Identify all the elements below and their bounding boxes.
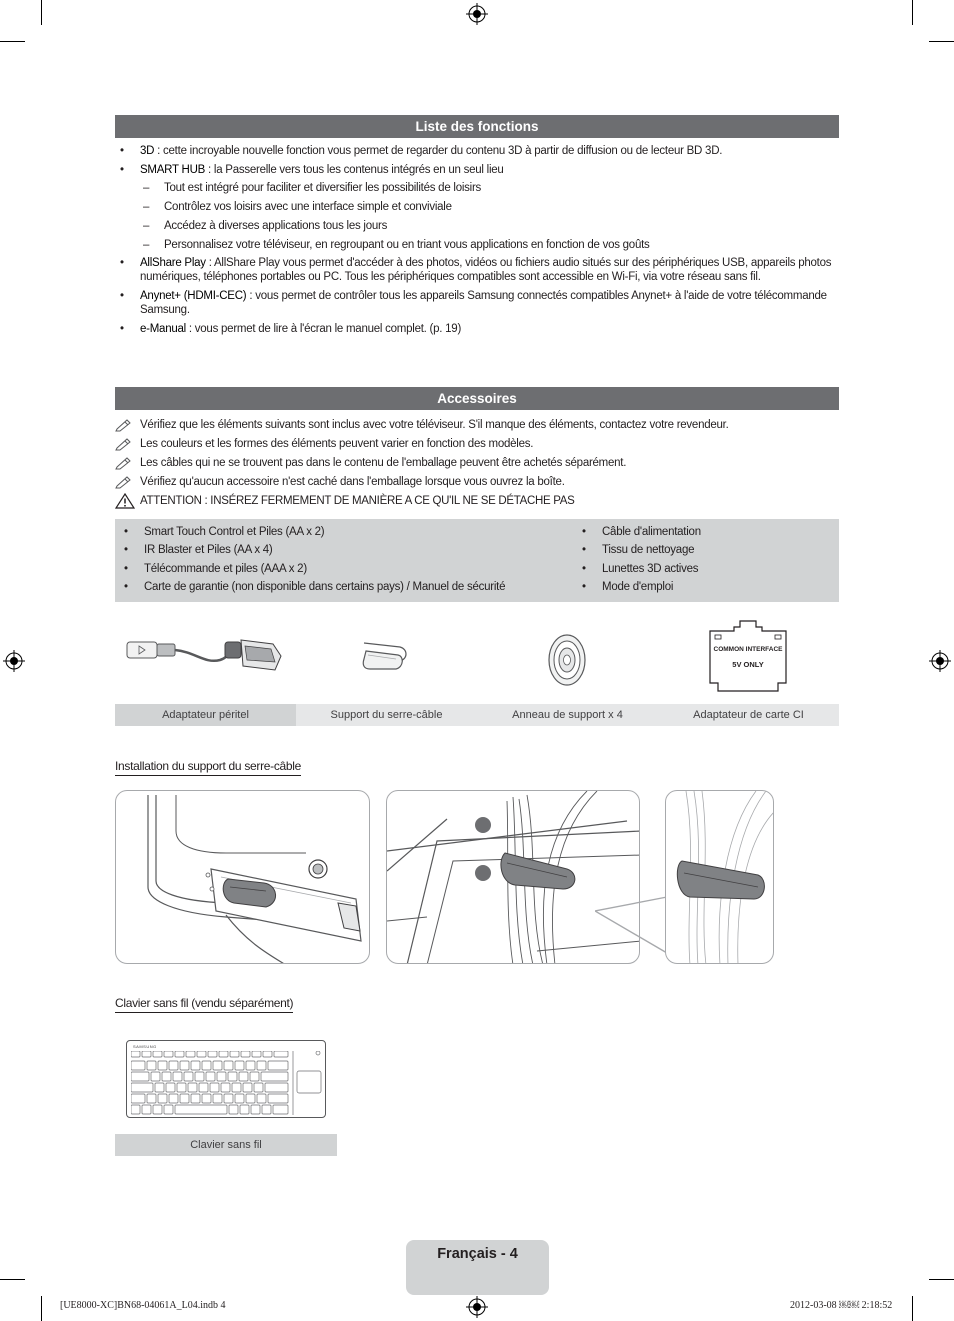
registration-mark-icon — [466, 1296, 488, 1318]
list-item: • Mode d'emploi — [573, 580, 833, 594]
tv-back-drawing — [116, 791, 370, 964]
scart-adapter-illustration — [125, 632, 285, 682]
crop-mark — [41, 0, 42, 25]
note-pencil-icon — [115, 418, 133, 432]
crop-mark — [929, 1279, 954, 1280]
cable-holder-detail-drawing — [666, 791, 774, 964]
crop-mark — [912, 0, 913, 25]
keyboard-title: Clavier sans fil (vendu séparément) — [115, 996, 293, 1013]
caption-cable-holder-support: Support du serre-câble — [296, 704, 477, 726]
ci-label-5v-only: 5V ONLY — [732, 660, 764, 669]
list-subitem: – Accédez à diverses applications tous les jours — [115, 219, 839, 233]
note-item: Les couleurs et les formes des éléments peuvent varier en fonction des modèles. — [115, 437, 839, 451]
ci-card-outline — [708, 619, 788, 693]
cable-holder-support-illustration — [360, 637, 412, 677]
note-item: Vérifiez qu'aucun accessoire n'est caché dans l'emballage lorsque vous ouvrez la boîte. — [115, 475, 839, 489]
crop-mark — [41, 1296, 42, 1321]
cable-holder-title: Installation du support du serre-câble — [115, 759, 301, 776]
crop-mark — [912, 1296, 913, 1321]
footer-file-info: [UE8000-XC]BN68-04061A_L04.indb 4 — [60, 1300, 226, 1311]
note-pencil-icon — [115, 437, 133, 451]
features-list — [115, 144, 839, 340]
list-item: • Tissu de nettoyage — [573, 543, 833, 557]
footer-timestamp: 2012-03-08 ￼￼ 2:18:52 — [790, 1300, 893, 1311]
note-pencil-icon — [115, 475, 133, 489]
list-item: • Télécommande et piles (AAA x 2) — [115, 562, 575, 576]
note-pencil-icon — [115, 456, 133, 470]
list-item: • Anynet+ (HDMI-CEC) : vous permet de contrôler tous les appareils Samsung connectés compatibles Anynet+ à l'aide de votre télécommande Samsung. — [115, 289, 839, 317]
warning-line: ATTENTION : INSÉREZ FERMEMENT DE MANIÈRE A CE QU'IL NE SE DÉTACHE PAS — [115, 494, 839, 508]
list-item: • Carte de garantie (non disponible dans certains pays) / Manuel de sécurité — [115, 580, 575, 594]
accessories-notes — [115, 418, 839, 508]
list-item: • e-Manual : vous permet de lire à l'écran le manuel complet. (p. 19) — [115, 322, 839, 336]
note-item: Les câbles qui ne se trouvent pas dans le contenu de l'emballage peuvent être achetés séparément. — [115, 456, 839, 470]
zoom-callout-lines — [595, 895, 670, 955]
features-header: Liste des fonctions — [115, 115, 839, 138]
accessories-list-left — [115, 525, 575, 598]
page-number-tab: Français - 4 — [406, 1240, 549, 1295]
keyboard-caption: Clavier sans fil — [115, 1134, 337, 1156]
list-item: • IR Blaster et Piles (AA x 4) — [115, 543, 575, 557]
registration-mark-icon — [3, 650, 25, 672]
ci-card-adapter-illustration — [708, 619, 788, 693]
list-item: • Câble d'alimentation — [573, 525, 833, 539]
wireless-keyboard-illustration — [126, 1040, 326, 1118]
warning-triangle-icon — [115, 493, 135, 509]
crop-mark — [0, 41, 25, 42]
note-item: Vérifiez que les éléments suivants sont inclus avec votre téléviseur. S'il manque des éléments, contactez votre revendeur. — [115, 418, 839, 432]
keyboard-brand-label: SAMSUNG — [133, 1044, 157, 1049]
list-item: • Lunettes 3D actives — [573, 562, 833, 576]
list-item: • 3D : cette incroyable nouvelle fonction vous permet de regarder du contenu 3D à partir de diffusion ou de lecteur BD 3D. — [115, 144, 839, 158]
cable-holder-zoom-illustration — [665, 790, 774, 964]
accessories-list-box — [115, 519, 839, 602]
caption-ci-card-adapter: Adaptateur de carte CI — [658, 704, 839, 726]
accessories-list-right — [573, 525, 833, 598]
keyboard-keys — [131, 1051, 323, 1115]
crop-mark — [929, 41, 954, 42]
registration-mark-icon — [929, 650, 951, 672]
cable-holder-step-1-illustration — [115, 790, 370, 964]
caption-scart-adapter: Adaptateur péritel — [115, 704, 296, 726]
holder-ring-illustration — [546, 633, 588, 687]
accessories-captions-bar — [115, 704, 839, 726]
list-item: • AllShare Play : AllShare Play vous permet d'accéder à des photos, vidéos ou fichiers audio situés sur des périphériques USB, appareils photos numériques, téléphones portables ou PC. Tous les périphériques compatibles sont accessible en Wi-Fi, via votre réseau sans fil. — [115, 256, 839, 284]
caption-holder-ring: Anneau de support x 4 — [477, 704, 658, 726]
crop-mark — [0, 1279, 25, 1280]
list-item: • Smart Touch Control et Piles (AA x 2) — [115, 525, 575, 539]
list-subitem: – Personnalisez votre téléviseur, en regroupant ou en triant vous applications en fonction de vos goûts — [115, 238, 839, 252]
ci-label-common-interface: COMMON INTERFACE — [713, 646, 783, 653]
registration-mark-icon — [466, 3, 488, 25]
list-subitem: – Contrôlez vos loisirs avec une interface simple et conviviale — [115, 200, 839, 214]
list-subitem: – Tout est intégré pour faciliter et diversifier les possibilités de loisirs — [115, 181, 839, 195]
accessories-header: Accessoires — [115, 387, 839, 410]
list-item: • SMART HUB : la Passerelle vers tous les contenus intégrés en un seul lieu — [115, 163, 839, 177]
